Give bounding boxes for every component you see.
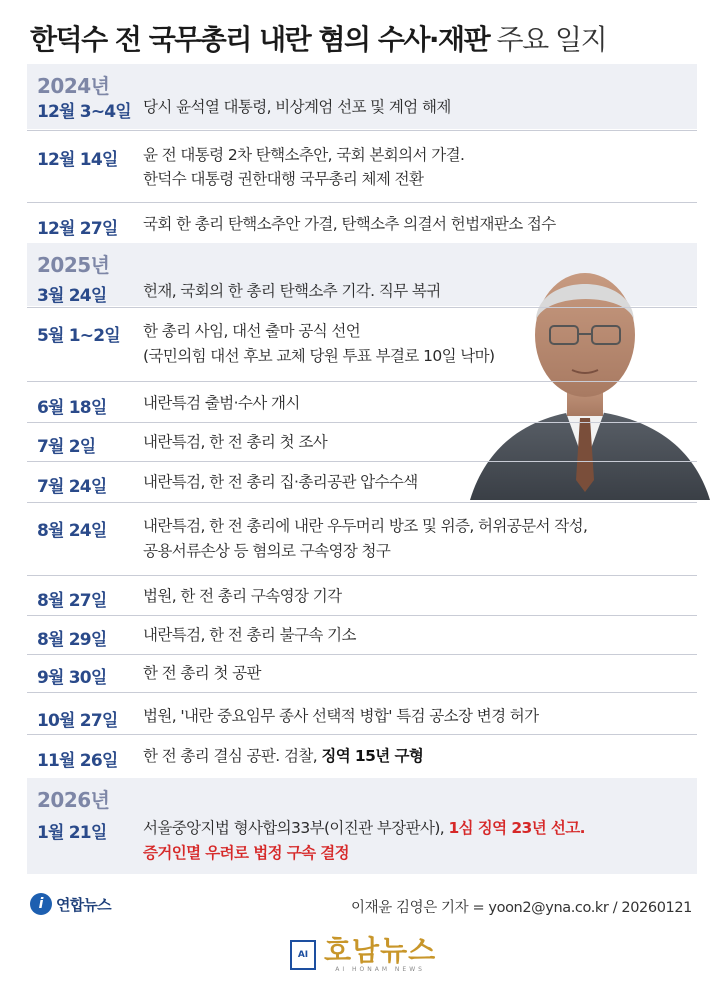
event-date: 7월 24일 xyxy=(37,477,107,497)
event-date: 3월 24일 xyxy=(37,286,107,306)
event-desc: 내란특검 출범·수사 개시 xyxy=(143,394,300,412)
divider xyxy=(27,307,697,308)
divider xyxy=(27,734,697,735)
event-date: 6월 18일 xyxy=(37,398,107,418)
agency-logo-icon: i xyxy=(30,893,52,915)
event-date: 5월 1~2일 xyxy=(37,326,120,346)
brand-subtitle: AI HONAM NEWS xyxy=(335,966,425,973)
brand-logo xyxy=(290,936,436,973)
event-desc-emphasis: 징역 15년 구형 xyxy=(321,747,424,765)
event-desc xyxy=(143,815,585,841)
brand-name: 호남뉴스 xyxy=(324,934,437,967)
event-date: 12월 3~4일 xyxy=(37,102,131,122)
event-desc: 법원, '내란 중요임무 종사 선택적 병합' 특검 공소장 변경 허가 xyxy=(143,707,539,725)
divider xyxy=(27,575,697,576)
brand-icon xyxy=(290,940,316,970)
agency-name: 연합뉴스 xyxy=(56,895,111,914)
divider xyxy=(27,381,697,382)
divider xyxy=(27,615,697,616)
event-desc: (국민의힘 대선 후보 교체 당원 투표 부결로 10일 낙마) xyxy=(143,347,495,365)
divider xyxy=(27,130,697,131)
year-label-2025: 2025년 xyxy=(37,253,110,277)
event-date: 8월 29일 xyxy=(37,630,107,650)
event-desc: 내란특검, 한 전 총리 첫 조사 xyxy=(143,433,328,451)
event-date: 9월 30일 xyxy=(37,668,107,688)
event-desc xyxy=(143,743,423,769)
brand-icon-text: AI xyxy=(297,949,309,960)
divider xyxy=(27,692,697,693)
event-desc-highlight: 증거인멸 우려로 법정 구속 결정 xyxy=(143,844,350,862)
event-desc-highlight: 1심 징역 23년 선고. xyxy=(448,819,585,837)
year-label-2024: 2024년 xyxy=(37,74,110,98)
event-desc-plain: 서울중앙지법 형사합의33부(이진관 부장판사), xyxy=(143,819,449,837)
event-desc: 한 총리 사임, 대선 출마 공식 선언 xyxy=(143,322,361,340)
event-desc-plain: 한 전 총리 결심 공판. 검찰, xyxy=(143,747,322,765)
event-date: 1월 21일 xyxy=(37,823,107,843)
title-main: 한덕수 전 국무총리 내란 혐의 수사·재판 xyxy=(30,23,490,56)
event-desc: 한덕수 대통령 권한대행 국무총리 체제 전환 xyxy=(143,170,424,188)
event-date: 7월 2일 xyxy=(37,437,96,457)
portrait-photo xyxy=(450,250,720,500)
divider xyxy=(27,202,697,203)
event-desc: 국회 한 총리 탄핵소추안 가결, 탄핵소추 의결서 헌법재판소 접수 xyxy=(143,215,556,233)
year-label-2026: 2026년 xyxy=(37,788,110,812)
event-desc: 당시 윤석열 대통령, 비상계엄 선포 및 계엄 해제 xyxy=(143,98,451,116)
event-desc: 윤 전 대통령 2차 탄핵소추안, 국회 본회의서 가결. xyxy=(143,146,465,164)
event-desc: 한 전 총리 첫 공판 xyxy=(143,664,261,682)
title-suffix: 주요 일지 xyxy=(489,23,607,56)
event-date: 10월 27일 xyxy=(37,711,118,731)
event-date: 8월 27일 xyxy=(37,591,107,611)
divider xyxy=(27,654,697,655)
page-title xyxy=(30,18,606,58)
agency-logo xyxy=(30,893,111,915)
event-desc xyxy=(143,840,349,866)
event-desc: 내란특검, 한 전 총리 집·총리공관 압수수색 xyxy=(143,473,418,491)
event-desc: 법원, 한 전 총리 구속영장 기각 xyxy=(143,587,342,605)
event-desc: 내란특검, 한 전 총리에 내란 우두머리 방조 및 위증, 허위공문서 작성, xyxy=(143,517,588,535)
event-desc: 공용서류손상 등 혐의로 구속영장 청구 xyxy=(143,542,391,560)
event-desc: 내란특검, 한 전 총리 불구속 기소 xyxy=(143,626,356,644)
event-date: 11월 26일 xyxy=(37,751,118,771)
event-desc: 헌재, 국회의 한 총리 탄핵소추 기각. 직무 복귀 xyxy=(143,282,441,300)
divider xyxy=(27,502,697,503)
event-date: 12월 14일 xyxy=(37,150,118,170)
event-date: 8월 24일 xyxy=(37,521,107,541)
divider xyxy=(27,422,697,423)
event-date: 12월 27일 xyxy=(37,219,118,239)
divider xyxy=(27,461,697,462)
reporter-credit: 이재윤 김영은 기자 = yoon2@yna.co.kr / 20260121 xyxy=(350,900,692,916)
